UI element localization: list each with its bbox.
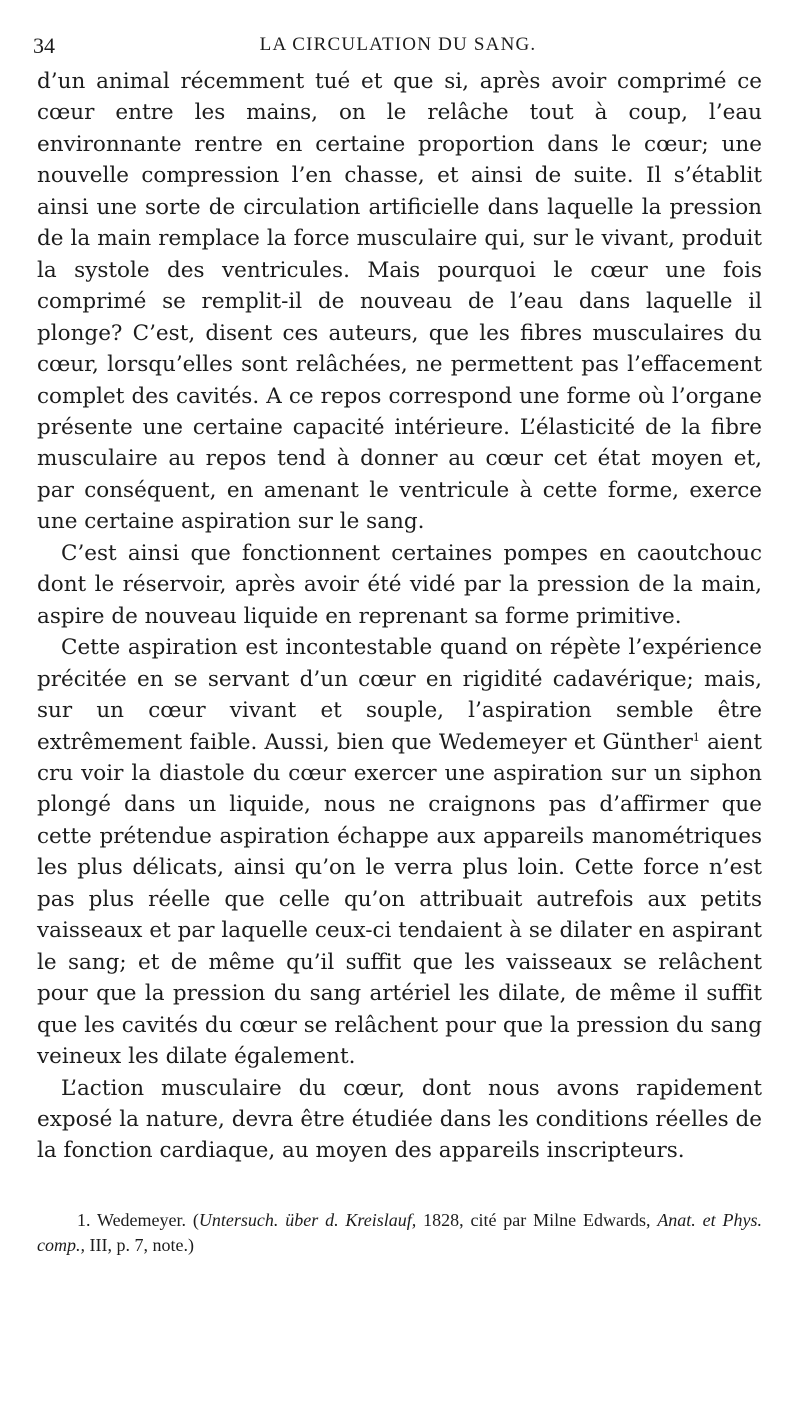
running-title: LA CIRCULATION DU SANG. xyxy=(259,34,537,55)
footnote-title-2: Anat. et Phys. comp., xyxy=(37,1210,762,1255)
paragraph-aspiration-part1: Cette aspiration est incontestable quand on répète l’expérience précitée en se servant d’un cœur en rigidité cadavérique; mais, sur un cœur vivant et souple, l’aspiration semble être extrêmement faible. Aussi, bien que Wedemeyer et Günther xyxy=(37,635,762,755)
footnote xyxy=(37,1208,762,1258)
footnote-lead: 1. Wedemeyer. ( xyxy=(77,1210,199,1230)
footnote-title-1: Untersuch. über d. Kreislauf, xyxy=(198,1210,417,1230)
body-text xyxy=(37,66,762,1167)
paragraph-pumps: C’est ainsi que fonctionnent certaines pompes en caoutchouc dont le réservoir, après avoir été vidé par la pression de la main, aspire de nouveau liquide en reprenant sa forme primitive. xyxy=(37,540,762,629)
page-number: 34 xyxy=(33,33,55,58)
paragraph-muscular-action: L’action musculaire du cœur, dont nous avons rapidement exposé la nature, devra être étudiée dans les conditions réelles de la fonction cardiaque, au moyen des appareils inscripteurs. xyxy=(37,1075,762,1164)
footnote-tail: III, p. 7, note.) xyxy=(85,1235,194,1255)
footnote-middle: 1828, cité par Milne Edwards, xyxy=(416,1210,658,1230)
page-header xyxy=(33,33,763,61)
paragraph-continuation: d’un animal récemment tué et que si, après avoir comprimé ce cœur entre les mains, on le relâche tout à coup, l’eau environnante rentre en certaine proportion dans le cœur; une nouvelle compression l’en chasse, et ainsi de suite. Il s’établit ainsi une sorte de circulation artificielle dans laquelle la pression de la main remplace la force musculaire qui, sur le vivant, produit la systole des ventricules. Mais pourquoi le cœur une fois comprimé se remplit-il de nouveau de l’eau dans laquelle il plonge? C’est, disent ces auteurs, que les fibres musculaires du cœur, lorsqu’elles sont relâchées, ne permettent pas l’effacement complet des cavités. A ce repos correspond une forme où l’organe présente une certaine capacité intérieure. L’élasticité de la fibre musculaire au repos tend à donner au cœur cet état moyen et, par conséquent, en amenant le ventricule à cette forme, exerce une certaine aspiration sur le sang. xyxy=(37,69,762,535)
paragraph-aspiration-part2: aient cru voir la diastole du cœur exercer une aspiration sur un siphon plongé dans un liquide, nous ne craignons pas d’affirmer que cette prétendue aspiration échappe aux appareils manométriques les plus délicats, ainsi qu’on le verra plus loin. Cette force n’est pas plus réelle que celle qu’on attribuait autrefois aux petits vaisseaux et par laquelle ceux-ci tendaient à se dilater en aspirant le sang; et de même qu’il suffit que les vaisseaux se relâchent pour que la pression du sang artériel les dilate, de même il suffit que les cavités du cœur se relâchent pour que la pression du sang veineux les dilate également. xyxy=(37,729,762,1070)
paragraph-aspiration xyxy=(37,632,762,1072)
footnote-reference: 1 xyxy=(692,730,700,744)
